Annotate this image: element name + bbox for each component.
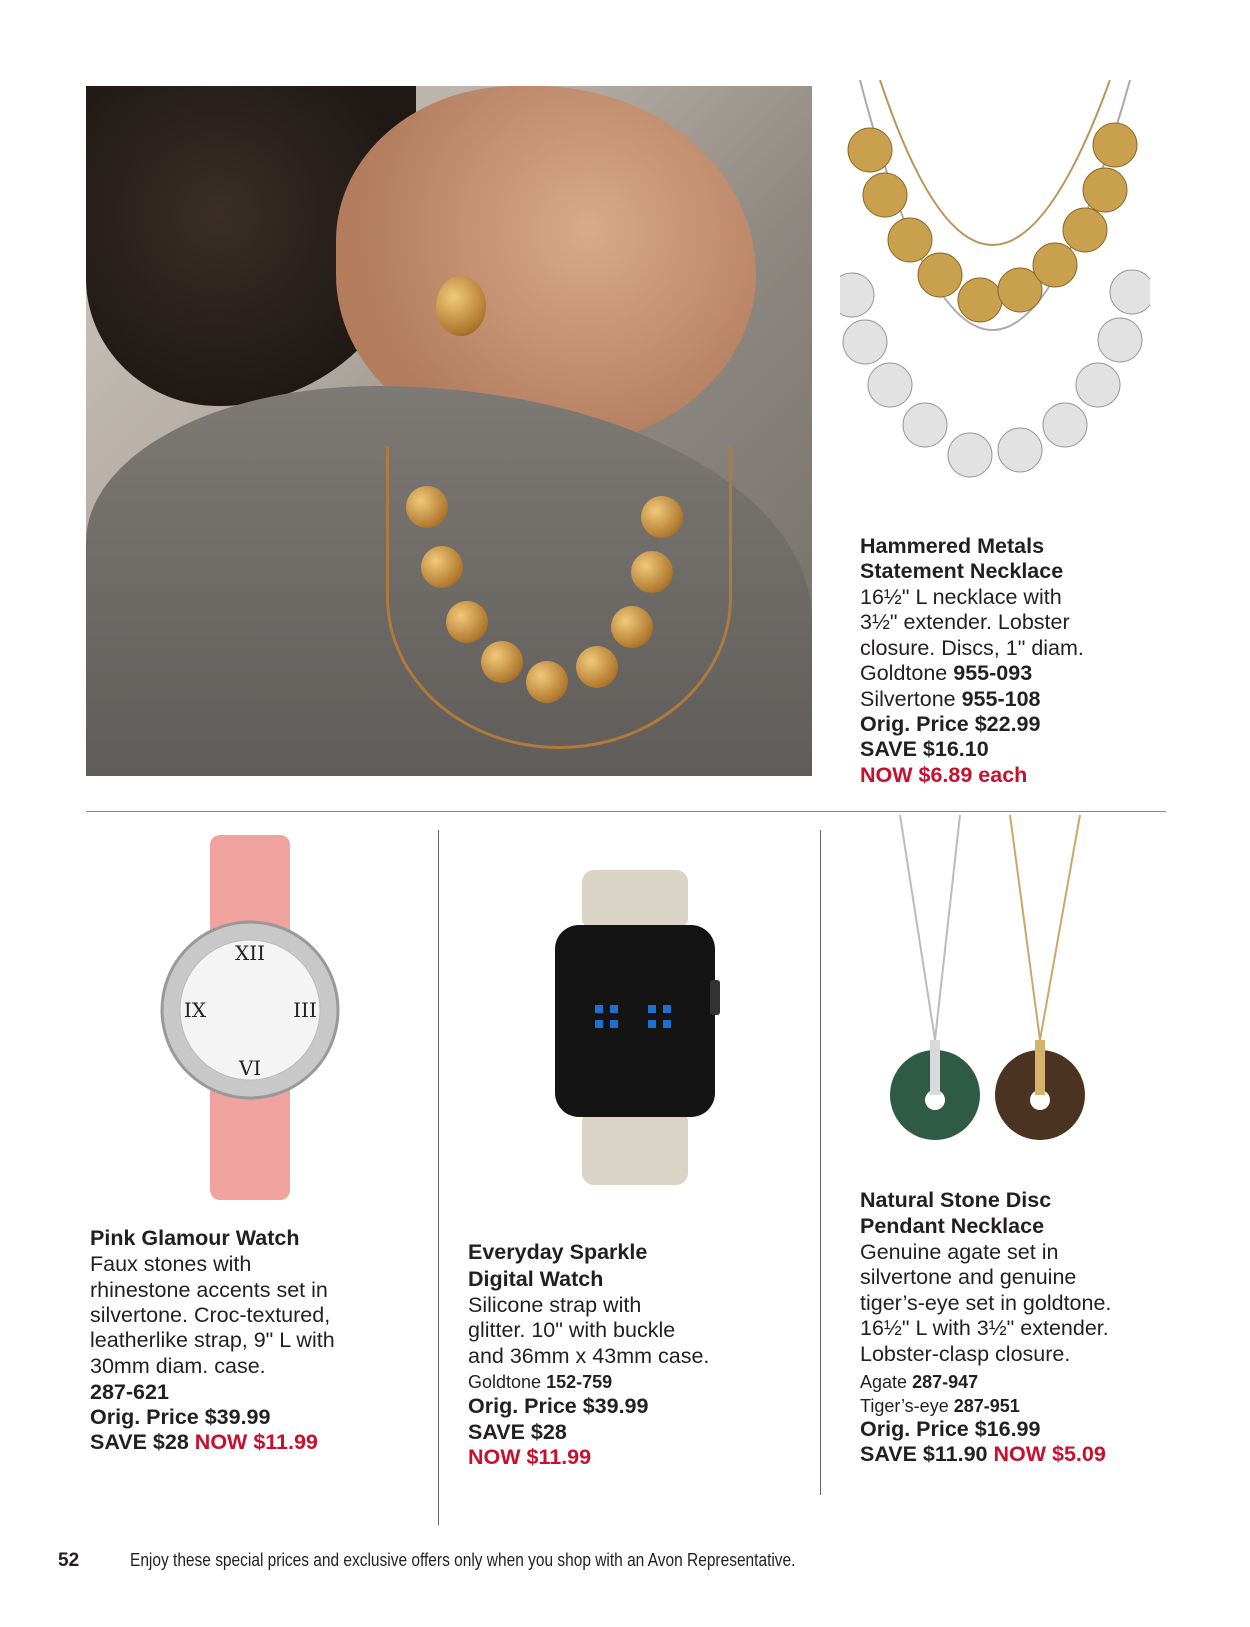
svg-text:XII: XII: [234, 941, 266, 965]
variant-label: Goldtone: [860, 661, 948, 685]
necklace-desc-line2: 3½" extender. Lobster: [860, 610, 1070, 634]
pink-watch-orig-price: Orig. Price $39.99: [90, 1405, 271, 1429]
worn-disc: [406, 486, 448, 528]
digital-watch-desc-line3: and 36mm x 43mm case.: [468, 1344, 710, 1368]
necklace-desc-line3: closure. Discs, 1" diam.: [860, 636, 1084, 660]
variant-code: 955-108: [961, 687, 1041, 711]
footer-disclaimer: Enjoy these special prices and exclusive offers only when you shop with an Avon Representative.: [130, 1550, 796, 1570]
worn-disc: [641, 496, 683, 538]
variant-label: Tiger’s-eye: [860, 1396, 949, 1416]
pendant-desc-line4: 16½" L with 3½" extender.: [860, 1316, 1109, 1340]
pink-watch-image: [155, 835, 355, 1205]
svg-text:III: III: [293, 998, 317, 1022]
pendant-desc-line2: silvertone and genuine: [860, 1265, 1077, 1289]
variant-code: 287-951: [953, 1396, 1020, 1416]
svg-text:VI: VI: [238, 1056, 262, 1080]
hammered-necklace-image: [840, 80, 1150, 500]
worn-disc: [611, 606, 653, 648]
necklace-title-line2: Statement Necklace: [860, 559, 1064, 583]
pendant-variant2: [860, 1394, 1020, 1420]
pink-watch-now-price: NOW $11.99: [194, 1430, 318, 1454]
pink-watch-desc-line4: leatherlike strap, 9" L with: [90, 1328, 335, 1352]
worn-disc: [526, 661, 568, 703]
svg-text:IX: IX: [183, 998, 207, 1022]
pink-watch-code: 287-621: [90, 1380, 169, 1404]
digital-watch-title-line1: Everyday Sparkle: [468, 1240, 648, 1264]
variant-code: 955-093: [953, 661, 1033, 685]
digital-watch-desc-line1: Silicone strap with: [468, 1293, 642, 1317]
pendant-desc-line5: Lobster-clasp closure.: [860, 1342, 1071, 1366]
digital-watch-title-line2: Digital Watch: [468, 1267, 604, 1291]
worn-disc: [481, 641, 523, 683]
pendant-desc-line1: Genuine agate set in: [860, 1240, 1059, 1264]
variant-code: 287-947: [912, 1372, 979, 1392]
pink-watch-desc-line2: rhinestone accents set in: [90, 1278, 328, 1302]
pink-watch-title: Pink Glamour Watch: [90, 1226, 300, 1250]
necklace-save: SAVE $16.10: [860, 737, 989, 761]
worn-disc: [631, 551, 673, 593]
necklace-variant1: [860, 661, 1032, 687]
pendant-price-line: [860, 1442, 1106, 1468]
variant-code: 152-759: [546, 1372, 613, 1392]
pendant-title-line2: Pendant Necklace: [860, 1214, 1045, 1238]
worn-disc: [421, 546, 463, 588]
digital-watch-image: [550, 870, 720, 1190]
digital-watch-now-price: NOW $11.99: [468, 1445, 592, 1469]
variant-label: Silvertone: [860, 687, 956, 711]
column-divider: [820, 830, 821, 1495]
variant-label: Goldtone: [468, 1372, 542, 1392]
pendant-save: SAVE $11.90: [860, 1442, 988, 1466]
page-number: 52: [58, 1550, 80, 1571]
necklace-orig-price: Orig. Price $22.99: [860, 712, 1041, 736]
worn-disc: [576, 646, 618, 688]
pink-watch-desc-line1: Faux stones with: [90, 1252, 252, 1276]
digital-watch-desc-line2: glitter. 10" with buckle: [468, 1318, 676, 1342]
earring-disc: [436, 276, 486, 336]
column-divider: [438, 830, 439, 1525]
worn-disc: [446, 601, 488, 643]
pendant-desc-line3: tiger’s-eye set in goldtone.: [860, 1291, 1112, 1315]
pink-watch-desc-line3: silvertone. Croc-textured,: [90, 1303, 331, 1327]
digital-watch-save: SAVE $28: [468, 1420, 567, 1444]
necklace-variant2: [860, 687, 1041, 713]
pendant-variant1: [860, 1370, 978, 1396]
variant-label: Agate: [860, 1372, 908, 1392]
model-photo: [86, 86, 812, 776]
digital-watch-variant: [468, 1370, 612, 1396]
horizontal-divider: [86, 811, 1166, 812]
pink-watch-desc-line5: 30mm diam. case.: [90, 1354, 266, 1378]
digital-watch-orig-price: Orig. Price $39.99: [468, 1394, 649, 1418]
necklace-title-line1: Hammered Metals: [860, 534, 1045, 558]
pink-watch-price-line: [90, 1430, 318, 1456]
pink-watch-save: SAVE $28: [90, 1430, 189, 1454]
stone-pendant-image: [880, 815, 1120, 1165]
pendant-orig-price: Orig. Price $16.99: [860, 1417, 1041, 1441]
pendant-title-line1: Natural Stone Disc: [860, 1188, 1052, 1212]
pendant-now-price: NOW $5.09: [993, 1442, 1106, 1466]
necklace-desc-line1: 16½" L necklace with: [860, 585, 1062, 609]
necklace-now-price: NOW $6.89 each: [860, 763, 1028, 787]
